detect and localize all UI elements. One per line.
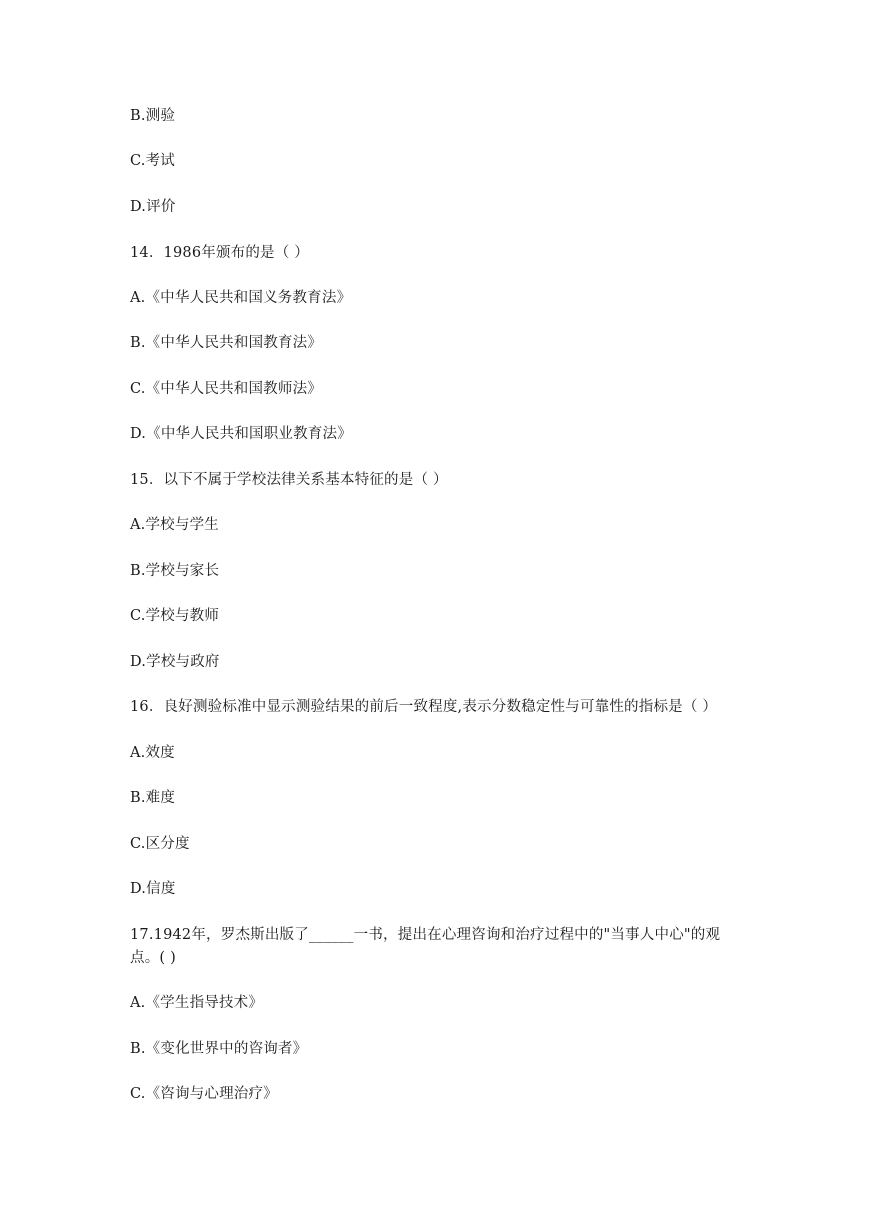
option-a-q15: A.学校与学生: [130, 517, 219, 533]
option-b-q16: B.难度: [130, 790, 176, 806]
option-a-q16: A.效度: [130, 745, 175, 761]
option-d-q13: D.评价: [130, 199, 176, 215]
option-d-q16: D.信度: [130, 881, 176, 897]
question-16: 16．良好测验标准中显示测验结果的前后一致程度,表示分数稳定性与可靠性的指标是（ ）: [130, 699, 718, 715]
option-c-q17: C.《咨询与心理治疗》: [130, 1086, 278, 1102]
option-b-q15: B.学校与家长: [130, 563, 220, 579]
option-b-q17: B.《变化世界中的咨询者》: [130, 1041, 308, 1057]
question-14: 14．1986年颁布的是（ ）: [130, 245, 309, 261]
option-d-q15: D.学校与政府: [130, 654, 220, 670]
question-17-line-1: 17.1942年，罗杰斯出版了______一书，提出在心理咨询和治疗过程中的"当事人中心"的观: [130, 927, 721, 943]
option-b-q14: B.《中华人民共和国教育法》: [130, 335, 323, 351]
question-17-line-2: 点。( ): [130, 950, 176, 966]
option-c-q15: C.学校与教师: [130, 608, 220, 624]
option-b-q13: B.测验: [130, 108, 176, 124]
option-c-q16: C.区分度: [130, 836, 190, 852]
option-c-q14: C.《中华人民共和国教师法》: [130, 381, 322, 397]
question-15: 15．以下不属于学校法律关系基本特征的是（ ）: [130, 472, 448, 488]
option-a-q14: A.《中华人民共和国义务教育法》: [130, 290, 352, 306]
option-a-q17: A.《学生指导技术》: [130, 995, 264, 1011]
option-c-q13: C.考试: [130, 153, 175, 169]
option-d-q14: D.《中华人民共和国职业教育法》: [130, 426, 352, 442]
